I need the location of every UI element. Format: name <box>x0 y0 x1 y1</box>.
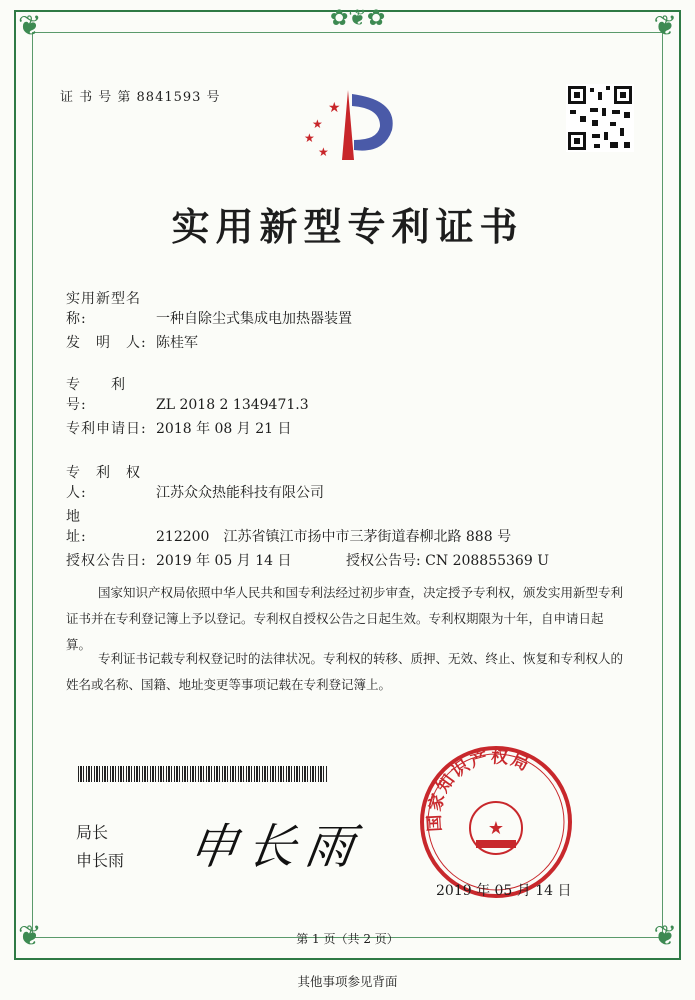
field-publication-number <box>346 550 549 570</box>
top-ornament-icon: ✿❦✿ <box>330 6 386 31</box>
field-value: 212200 江苏省镇江市扬中市三茅街道春柳北路 888 号 <box>156 529 512 545</box>
field-label: 实用新型名称: <box>66 291 141 327</box>
field-value: 江苏众众热能科技有限公司 <box>156 485 324 501</box>
field-value: 陈桂军 <box>156 335 198 351</box>
official-seal-icon <box>418 744 574 900</box>
svg-text:国家知识产权局: 国家知识产权局 <box>424 747 534 833</box>
field-address <box>66 506 511 546</box>
svg-text:★: ★ <box>487 818 505 839</box>
field-label: 授权公告日: <box>66 553 147 569</box>
field-grant-date <box>66 550 292 570</box>
svg-text:★: ★ <box>312 117 323 131</box>
cnipa-logo-icon <box>288 80 408 170</box>
field-label: 发 明 人: <box>66 335 147 351</box>
back-note: 其他事项参见背面 <box>297 974 398 989</box>
director-name: 申长雨 <box>76 851 125 870</box>
field-inventor <box>66 332 198 352</box>
field-label: 地 址: <box>66 509 141 545</box>
certificate-number: 证 书 号 第 8841593 号 <box>60 90 221 105</box>
field-label: 授权公告号: <box>346 553 421 569</box>
page-indicator: 第 1 页（共 2 页） <box>296 932 399 946</box>
field-value: 一种自除尘式集成电加热器装置 <box>156 311 352 327</box>
svg-text:★: ★ <box>318 145 329 159</box>
qr-code-icon <box>566 84 634 152</box>
field-label: 专利申请日: <box>66 421 147 437</box>
field-value: ZL 2018 2 1349471.3 <box>156 397 309 413</box>
director-title: 局长 <box>76 823 109 842</box>
legal-status-note: 专利证书记载专利权登记时的法律状况。专利权的转移、质押、无效、终止、恢复和专利权人的姓名或名称、国籍、地址变更等事项记载在专利登记簿上。 <box>66 651 624 692</box>
certificate-title: 实用新型专利证书 <box>171 204 524 249</box>
field-patentee <box>66 462 324 502</box>
svg-text:★: ★ <box>328 100 341 116</box>
director-signature: 申长雨 <box>185 819 368 875</box>
svg-text:★: ★ <box>304 131 315 145</box>
field-label: 专 利 权 人: <box>66 465 156 501</box>
corner-ornament-icon: ❦ <box>18 919 42 952</box>
field-value: 2018 年 08 月 21 日 <box>156 421 292 437</box>
corner-ornament-icon: ❦ <box>18 9 42 42</box>
corner-ornament-icon: ❦ <box>653 919 677 952</box>
corner-ornament-icon: ❦ <box>653 9 677 42</box>
seal-date: 2019 年 05 月 14 日 <box>436 883 572 899</box>
field-utility-name <box>66 288 352 328</box>
field-label: 专 利 号: <box>66 377 141 413</box>
field-value: CN 208855369 U <box>425 553 549 569</box>
field-patent-number <box>66 374 309 414</box>
grant-statement: 国家知识产权局依照中华人民共和国专利法经过初步审查，决定授予专利权，颁发实用新型专利证书并在专利登记簿上予以登记。专利权自授权公告之日起生效。专利权期限为十年，自申请日起算。 <box>66 585 624 652</box>
barcode-icon <box>78 766 328 782</box>
field-value: 2019 年 05 月 14 日 <box>156 553 292 569</box>
field-application-date <box>66 418 292 438</box>
